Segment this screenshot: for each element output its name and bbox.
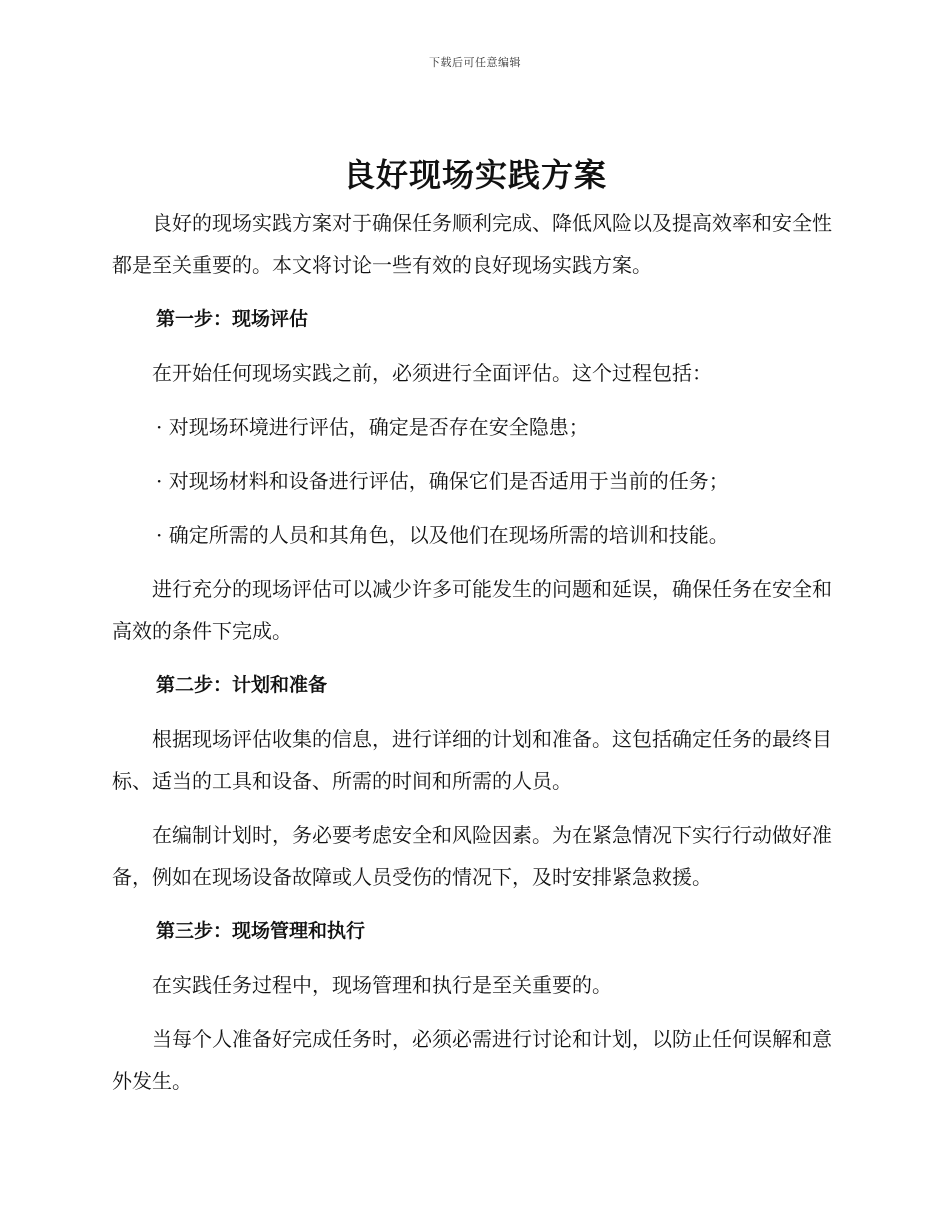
intro-paragraph: 良好的现场实践方案对于确保任务顺利完成、降低风险以及提高效率和安全性都是至关重要的。本文将讨论一些有效的良好现场实践方案。 — [112, 211, 832, 277]
document-body — [112, 202, 832, 1114]
step2-paragraph-2: 在编制计划时，务必要考虑安全和风险因素。为在紧急情况下实行行动做好准备，例如在现场设备故障或人员受伤的情况下，及时安排紧急救援。 — [112, 823, 832, 889]
step2-paragraph-1: 根据现场评估收集的信息，进行详细的计划和准备。这包括确定任务的最终目标、适当的工具和设备、所需的时间和所需的人员。 — [112, 727, 832, 793]
document-title: 良好现场实践方案 — [342, 156, 607, 194]
step3-paragraph-1: 在实践任务过程中，现场管理和执行是至关重要的。 — [152, 973, 612, 997]
step3-heading: 第三步：现场管理和执行 — [156, 920, 366, 942]
header-note: 下载后可任意编辑 — [429, 56, 521, 69]
step3-paragraph-2: 当每个人准备好完成任务时，必须必需进行讨论和计划，以防止任何误解和意外发生。 — [112, 1027, 832, 1093]
step1-bullet-2: · 对现场材料和设备进行评估，确保它们是否适用于当前的任务； — [156, 469, 729, 493]
step1-lead-paragraph: 在开始任何现场实践之前，必须进行全面评估。这个过程包括： — [152, 361, 712, 385]
step1-bullet-3: · 确定所需的人员和其角色，以及他们在现场所需的培训和技能。 — [156, 523, 729, 547]
step1-heading: 第一步：现场评估 — [156, 308, 309, 330]
step1-bullet-1: · 对现场环境进行评估，确定是否存在安全隐患； — [156, 415, 589, 439]
step1-summary-paragraph: 进行充分的现场评估可以减少许多可能发生的问题和延误，确保任务在安全和高效的条件下完成。 — [112, 577, 832, 643]
step2-heading: 第二步：计划和准备 — [156, 674, 328, 696]
